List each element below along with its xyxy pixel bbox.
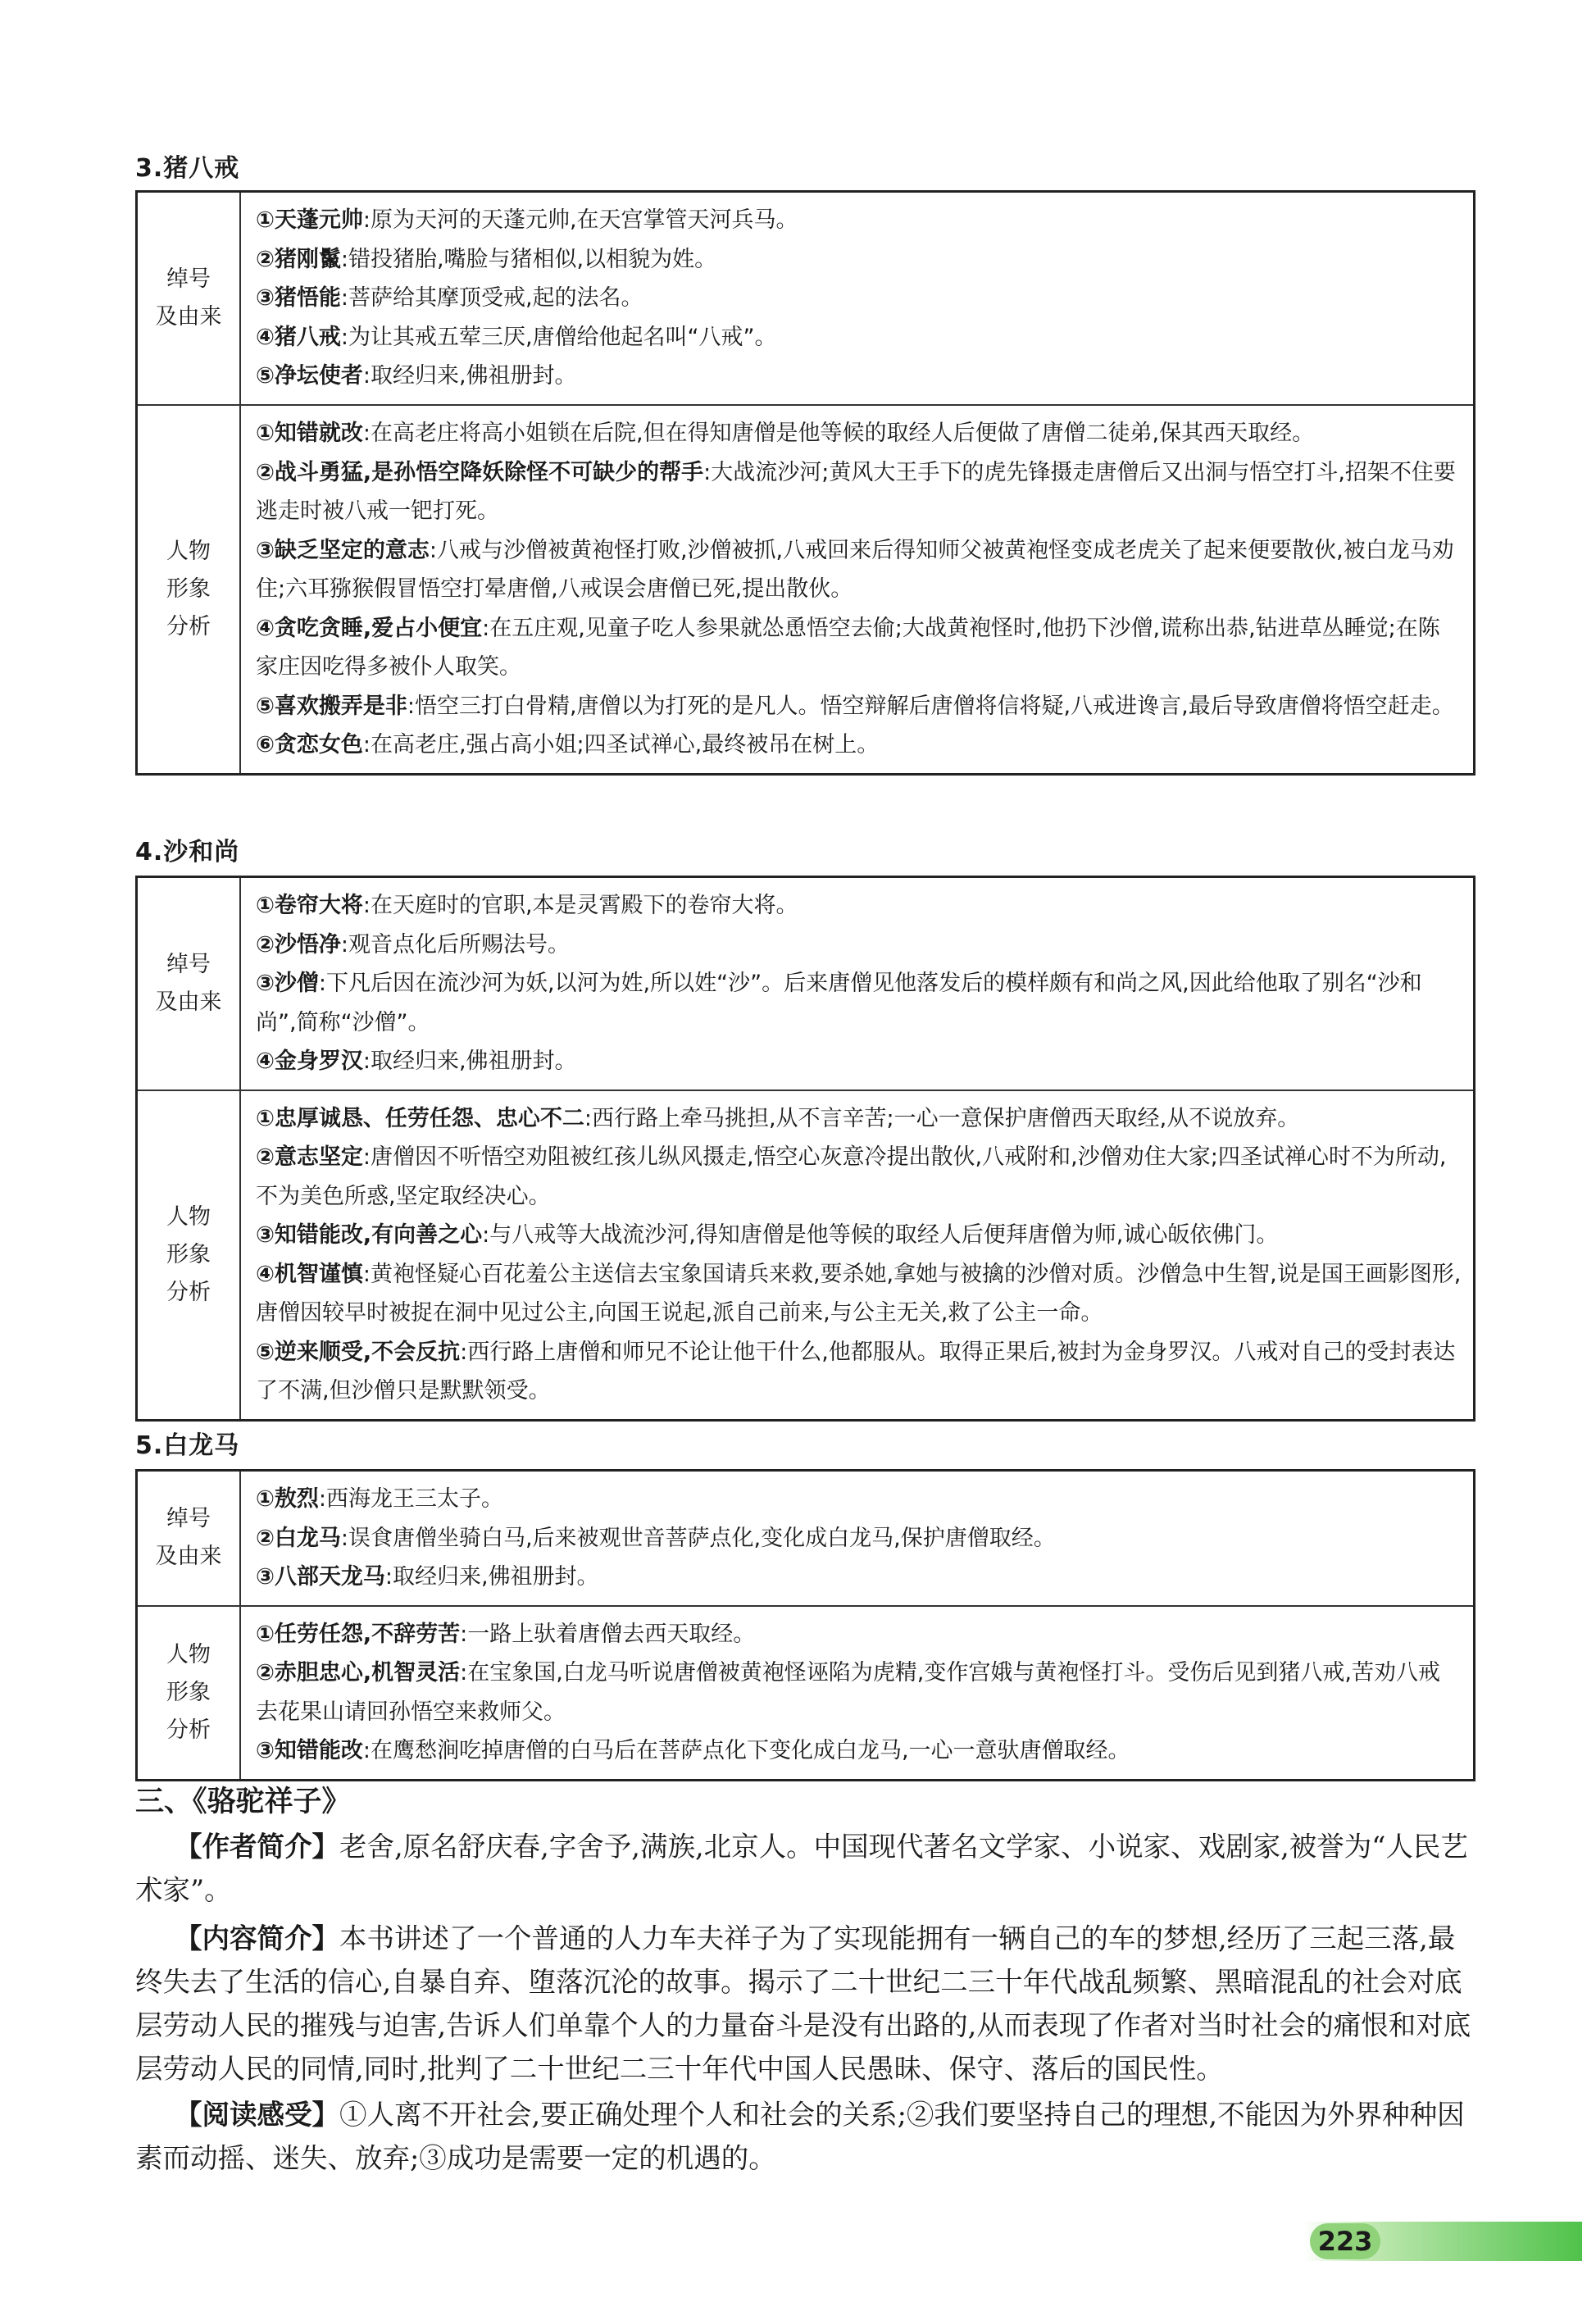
table-bailongma xyxy=(135,1469,1476,1781)
analysis-content xyxy=(240,1090,1475,1421)
list-item: ⑤喜欢搬弄是非:悟空三打白骨精,唐僧以为打死的是凡人。悟空辩解后唐僧将信将疑,八戒进谗言,最后导致唐僧将悟空赶走。 xyxy=(256,693,1454,719)
list-item: ③知错能改,有向善之心:与八戒等大战流沙河,得知唐僧是他等候的取经人后便拜唐僧为师,诚心皈依佛门。 xyxy=(256,1222,1279,1248)
analysis-content xyxy=(240,1606,1475,1781)
list-item: ①天蓬元帅:原为天河的天蓬元帅,在天宫掌管天河兵马。 xyxy=(256,207,798,234)
list-item: ①任劳任怨,不辞劳苦:一路上驮着唐僧去西天取经。 xyxy=(256,1621,756,1647)
list-item: ⑥贪恋女色:在高老庄,强占高小姐;四圣试禅心,最终被吊在树上。 xyxy=(256,732,880,757)
list-item: ①忠厚诚恳、任劳任怨、忠心不二:西行路上牵马挑担,从不言辛苦;一心一意保护唐僧西天取经,从不说放弃。 xyxy=(256,1105,1300,1131)
nickname-content xyxy=(240,1471,1475,1606)
label-line: 分析 xyxy=(166,613,211,639)
list-item: ②战斗勇猛,是孙悟空降妖除怪不可缺少的帮手:大战流沙河;黄风大王手下的虎先锋摄走唐僧后又出洞与悟空打斗,招架不住要逃走时被八戒一钯打死。 xyxy=(256,459,1456,524)
author-intro: 【作者简介】老舍,原名舒庆春,字舍予,满族,北京人。中国现代著名文学家、小说家、戏剧家,被誉为“人民艺术家”。 xyxy=(135,1831,1468,1906)
label-line: 绰号 xyxy=(166,266,211,292)
table-zhubajie xyxy=(135,190,1476,776)
label-cell xyxy=(137,1090,241,1421)
label-cell xyxy=(137,877,241,1090)
reading-feeling: 【阅读感受】①人离不开社会,要正确处理个人和社会的关系;②我们要坚持自己的理想,不能因为外界种种因素而动摇、迷失、放弃;③成功是需要一定的机遇的。 xyxy=(135,2099,1465,2174)
label-line: 分析 xyxy=(166,1279,211,1305)
label-line: 及由来 xyxy=(155,304,222,330)
label-cell xyxy=(137,192,241,406)
list-item: ①卷帘大将:在天庭时的官职,本是灵霄殿下的卷帘大将。 xyxy=(256,893,798,918)
list-item: ⑤逆来顺受,不会反抗:西行路上唐僧和师兄不论让他干什么,他都服从。取得正果后,被封为金身罗汉。八戒对自己的受封表达了不满,但沙僧只是默默领受。 xyxy=(256,1339,1456,1403)
label-line: 及由来 xyxy=(155,989,222,1015)
list-item: ④猪八戒:为让其戒五荤三厌,唐僧给他起名叫“八戒”。 xyxy=(256,324,777,350)
section-title-bailongma: 5.白龙马 xyxy=(135,1431,240,1460)
list-item: ③缺乏坚定的意志:八戒与沙僧被黄袍怪打败,沙僧被抓,八戒回来后得知师父被黄袍怪变成老虎关了起来便要散伙,被白龙马劝住;六耳猕猴假冒悟空打晕唐僧,八戒误会唐僧已死,提出散伙。 xyxy=(256,537,1454,602)
label-line: 形象 xyxy=(166,1679,211,1705)
list-item: ③猪悟能:菩萨给其摩顶受戒,起的法名。 xyxy=(256,285,643,312)
table-shaheshang xyxy=(135,876,1476,1422)
chapter-heading: 三、《骆驼祥子》 xyxy=(135,1786,351,1818)
label-line: 人物 xyxy=(166,1641,211,1667)
list-item: ⑤净坛使者:取经归来,佛祖册封。 xyxy=(256,363,577,389)
list-item: ②意志坚定:唐僧因不听悟空劝阻被红孩儿纵风摄走,悟空心灰意冷提出散伙,八戒附和,沙僧劝住大家;四圣试禅心时不为所动,不为美色所惑,坚定取经决心。 xyxy=(256,1144,1447,1209)
list-item: ④金身罗汉:取经归来,佛祖册封。 xyxy=(256,1049,577,1074)
list-item: ②猪刚鬣:错投猪胎,嘴脸与猪相似,以相貌为姓。 xyxy=(256,246,717,272)
content-intro: 【内容简介】本书讲述了一个普通的人力车夫祥子为了实现能拥有一辆自己的车的梦想,经历了三起三落,最终失去了生活的信心,自暴自弃、堕落沉沦的故事。揭示了二十世纪二三十年代战乱频繁、黑暗混乱的社会对底层劳动人民的摧残与迫害,告诉人们单靠个人的力量奋斗是没有出路的,从而表现了作者对当时社会的痛恨和对底层劳动人民的同情,同时,批判了二十世纪二三十年代中国人民愚昧、保守、落后的国民性。 xyxy=(135,1922,1471,2085)
list-item: ③知错能改:在鹰愁涧吃掉唐僧的白马后在菩萨点化下变化成白龙马,一心一意驮唐僧取经。 xyxy=(256,1738,1130,1763)
label-line: 绰号 xyxy=(166,951,211,977)
label-line: 分析 xyxy=(166,1717,211,1743)
label-line: 形象 xyxy=(166,1241,211,1267)
list-item: ④贪吃贪睡,爱占小便宜:在五庄观,见童子吃人参果就怂恿悟空去偷;大战黄袍怪时,他扔下沙僧,谎称出恭,钻进草丛睡觉;在陈家庄因吃得多被仆人取笑。 xyxy=(256,615,1440,680)
list-item: ③沙僧:下凡后因在流沙河为妖,以河为姓,所以姓“沙”。后来唐僧见他落发后的模样颇有和尚之风,因此给他取了别名“沙和尚”,简称“沙僧”。 xyxy=(256,971,1422,1035)
list-item: ②沙悟净:观音点化后所赐法号。 xyxy=(256,931,570,958)
list-item: ①敖烈:西海龙王三太子。 xyxy=(256,1486,503,1512)
analysis-content xyxy=(240,405,1475,774)
nickname-content xyxy=(240,192,1475,406)
label-line: 人物 xyxy=(166,538,211,564)
page-number: 223 xyxy=(1310,2223,1380,2259)
label-cell xyxy=(137,405,241,774)
label-cell xyxy=(137,1606,241,1781)
label-line: 人物 xyxy=(166,1203,211,1230)
list-item: ②白龙马:误食唐僧坐骑白马,后来被观世音菩萨点化,变化成白龙马,保护唐僧取经。 xyxy=(256,1525,1056,1551)
label-line: 及由来 xyxy=(155,1544,222,1570)
section-title-shaheshang: 4.沙和尚 xyxy=(135,838,240,867)
label-line: 形象 xyxy=(166,575,211,602)
list-item: ④机智谨慎:黄袍怪疑心百花羞公主送信去宝象国请兵来救,要杀她,拿她与被擒的沙僧对质。沙僧急中生智,说是国王画影图形,唐僧因较早时被捉在洞中见过公主,向国王说起,派自己前来,与公主无关,救了公主一命。 xyxy=(256,1261,1462,1326)
label-line: 绰号 xyxy=(166,1506,211,1532)
content-label: 【内容简介】 xyxy=(175,1922,339,1954)
label-cell xyxy=(137,1471,241,1606)
list-item: ②赤胆忠心,机智灵活:在宝象国,白龙马听说唐僧被黄袍怪诬陷为虎精,变作宫娥与黄袍怪打斗。受伤后见到猪八戒,苦劝八戒去花果山请回孙悟空来救师父。 xyxy=(256,1660,1440,1725)
section-title-zhubajie: 3.猪八戒 xyxy=(135,154,240,183)
author-label: 【作者简介】 xyxy=(175,1831,339,1863)
reading-label: 【阅读感受】 xyxy=(175,2099,339,2131)
nickname-content xyxy=(240,877,1475,1090)
list-item: ③八部天龙马:取经归来,佛祖册封。 xyxy=(256,1564,599,1590)
list-item: ①知错就改:在高老庄将高小姐锁在后院,但在得知唐僧是他等候的取经人后便做了唐僧二徒弟,保其西天取经。 xyxy=(256,421,1315,446)
